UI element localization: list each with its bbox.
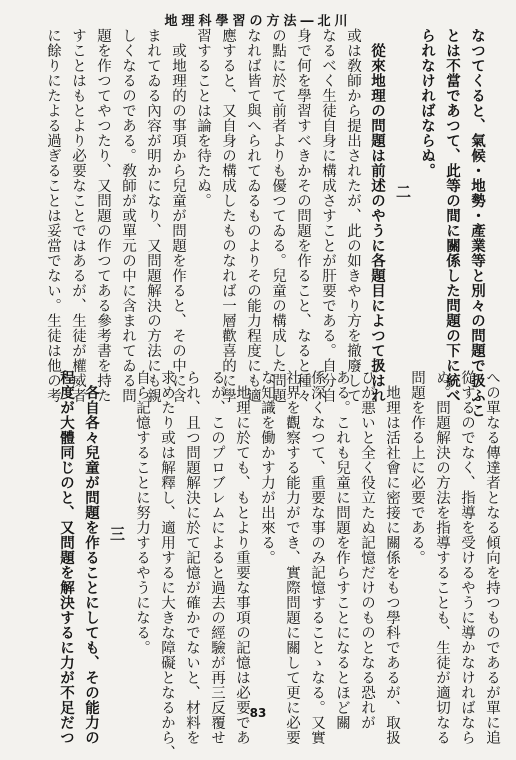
text-column: 社界を觀察する能力ができ、實際問題に關して更に必要 — [284, 370, 300, 745]
text-column: 各自各々兒童が問題を作ることにしても、その能力の — [83, 370, 100, 745]
upper-text-block — [40, 28, 490, 418]
text-column: 或地理的の事項から兒童が問題を作ると、その中に含 — [170, 28, 186, 403]
running-title: 地理科學習の方法―北川 — [164, 14, 352, 29]
text-column: 自ら記憶することに努力するやうになる。 — [134, 370, 150, 655]
section-number: 三 — [108, 526, 126, 542]
text-column: 應すると、又自身の構成したものなれば一層歡喜的に學 — [220, 28, 236, 403]
text-column: られ、且つ問題解決に於て記憶が確かでないと、材料を — [184, 370, 200, 745]
text-column: 地理は活社會に密接に關係をもつ學科であるが、取扱 — [384, 370, 400, 745]
text-column: 身で何を學習すべきかその問題を作ること、なると種々 — [295, 28, 311, 403]
text-column: なつてくると、氣候・地勢・產業等と別々の問題で扱ふこ — [469, 28, 486, 418]
text-column: 係深くなつて、重要な事のみ記憶することゝなる。又實 — [309, 370, 325, 745]
text-column: 習することは論を待たぬ。 — [195, 28, 211, 208]
text-column: ひが悪いと全く役立たぬ記憶だけのものとなる恐れが — [359, 370, 375, 730]
text-column: ある。これも兒童に問題を作らすことになるとほど關 — [334, 370, 350, 730]
text-column: 從するのでなく、指導を受けるやうに導かなければなら — [459, 370, 475, 745]
text-column: 問題を作る上に必要である。 — [409, 370, 425, 565]
text-column: すことはもとより必要なことではあるが、生徒が權威者 — [70, 28, 86, 403]
text-column: 地理に於ても、もとより重要な事項の記憶は必要であ — [234, 370, 250, 745]
text-column: しくなるのである。敎師が或單元の中に含まれてゐる問 — [120, 28, 136, 403]
section-number: 二 — [394, 184, 412, 200]
text-column: なれば皆て與へられてゐるものよりその能力程度にも適 — [245, 28, 261, 403]
text-column: まれてゐる內容が明かになり、又問題解決の方法にも親 — [145, 28, 161, 403]
text-column: 從來地理の問題は前述のやうに各題目によつて扱はれ — [369, 28, 386, 403]
text-column: 或は敎師から提出されたが、此の如きやり方を撤廢して — [345, 28, 361, 403]
text-column: 題を作つてやつたり、又問題の作つてある參考書を持た — [95, 28, 111, 403]
text-column: 程度が大體同じのと、又問題を解決するに力が不足だつ — [58, 370, 75, 745]
text-column: な知識を働かす力が出來る。 — [259, 370, 275, 565]
text-column: られなければならぬ。 — [419, 28, 436, 178]
text-column: とは不當であつて、此等の間に關係した問題の下に統べ — [444, 28, 461, 403]
text-column: 求めたり或は解釋し、適用するに大きな障礙となるから、 — [159, 370, 175, 760]
text-column: るが、このプロブレムによると過去の經驗が再三反覆せ — [209, 370, 225, 745]
text-column: の點に於て前者よりも優つてゐる。兒童の構成した問題 — [270, 28, 286, 403]
text-column: への單なる傳達者となる傾向を持つものであるが單に追 — [484, 370, 500, 745]
text-column: ぬ。問題解決の方法を指導することも、生徒が適切なる — [434, 370, 450, 745]
text-column: なるべく生徒自身に構成さすことが肝要である。自分自 — [320, 28, 336, 403]
page-number: 83 — [249, 706, 267, 720]
text-column: に餘りにたよる過ぎることは妥當でない。生徒は他の考 — [45, 28, 61, 403]
